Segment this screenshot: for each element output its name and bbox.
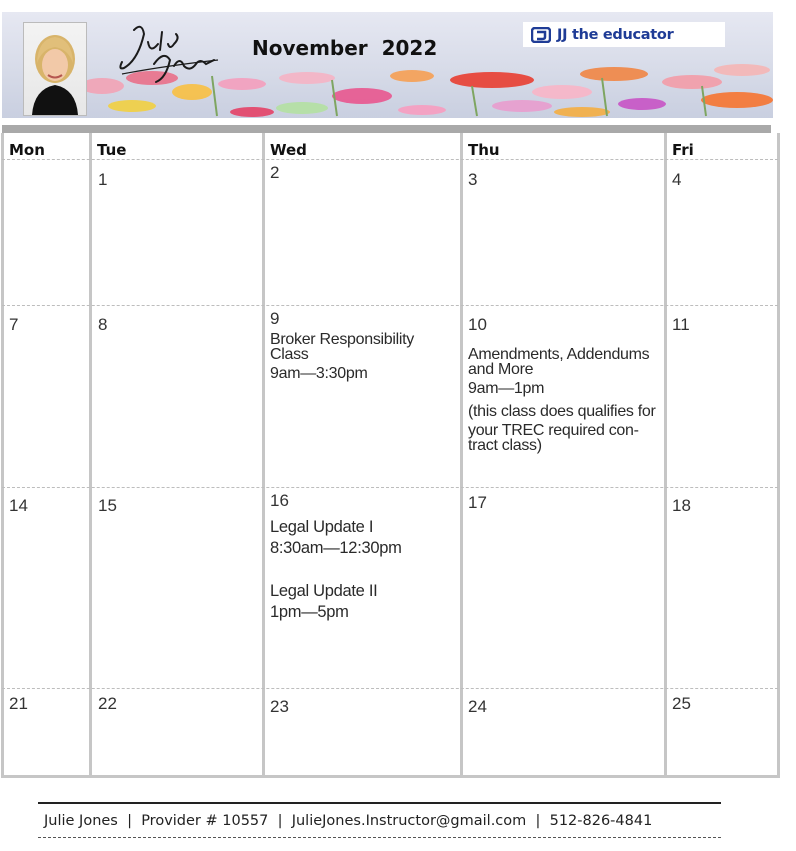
weekday-header-tue: Tue [97,141,127,159]
day-number: 9 [270,309,280,328]
day-number: 24 [468,697,487,716]
event-title: Amendments, Addendums [468,346,650,363]
grid-line [262,133,265,778]
grid-line [89,133,92,778]
event-time: 1pm—5pm [270,603,349,621]
grid-line [1,133,4,778]
grid-line [2,305,778,306]
day-number: 14 [9,496,28,515]
weekday-header-wed: Wed [270,141,307,159]
day-number: 10 [468,315,487,334]
month-title: November 2022 [252,36,438,60]
day-number: 4 [672,170,682,189]
grid-line [777,133,780,778]
grid-line [1,775,780,778]
day-number: 1 [98,170,108,189]
day-number: 16 [270,491,289,510]
day-number: 2 [270,163,280,182]
event-title: Broker Responsibility [270,331,414,348]
footer-contact-text: Julie Jones | Provider # 10557 | JulieJones.Instructor@gmail.com | 512-826-4841 [44,812,653,829]
day-number: 22 [98,694,117,713]
contact-footer [38,802,721,838]
day-number: 11 [672,315,690,334]
weekday-header-fri: Fri [672,141,694,159]
grid-line [460,133,463,778]
event-amendments [468,347,656,453]
day-number: 17 [468,493,487,512]
day-number: 7 [9,315,19,334]
event-title: Class [270,346,309,363]
day-number: 18 [672,496,691,515]
grid-line [2,159,778,160]
brand-name: JJ the educator [557,26,674,43]
day-number: 3 [468,170,478,189]
event-time: 9am—3:30pm [270,365,368,382]
weekday-header-mon: Mon [9,141,45,159]
grid-line [2,688,778,689]
event-time: 9am—1pm [468,380,545,397]
event-broker-responsibility [270,332,414,381]
event-note: (this class does qualifies for [468,403,656,420]
event-title: Legal Update II [270,582,378,600]
weekday-header-thu: Thu [468,141,500,159]
event-note: your TREC required con- [468,422,639,439]
day-number: 23 [270,697,289,716]
day-number: 21 [9,694,28,713]
event-note: tract class) [468,437,542,454]
grid-line [2,487,778,488]
event-legal-update-1 [270,517,402,559]
day-number: 25 [672,694,691,713]
event-legal-update-2 [270,581,377,623]
event-time: 8:30am—12:30pm [270,539,402,557]
day-number: 8 [98,315,108,334]
event-title: and More [468,361,534,378]
event-title: Legal Update I [270,518,374,536]
day-number: 15 [98,496,117,515]
grid-line [664,133,667,778]
